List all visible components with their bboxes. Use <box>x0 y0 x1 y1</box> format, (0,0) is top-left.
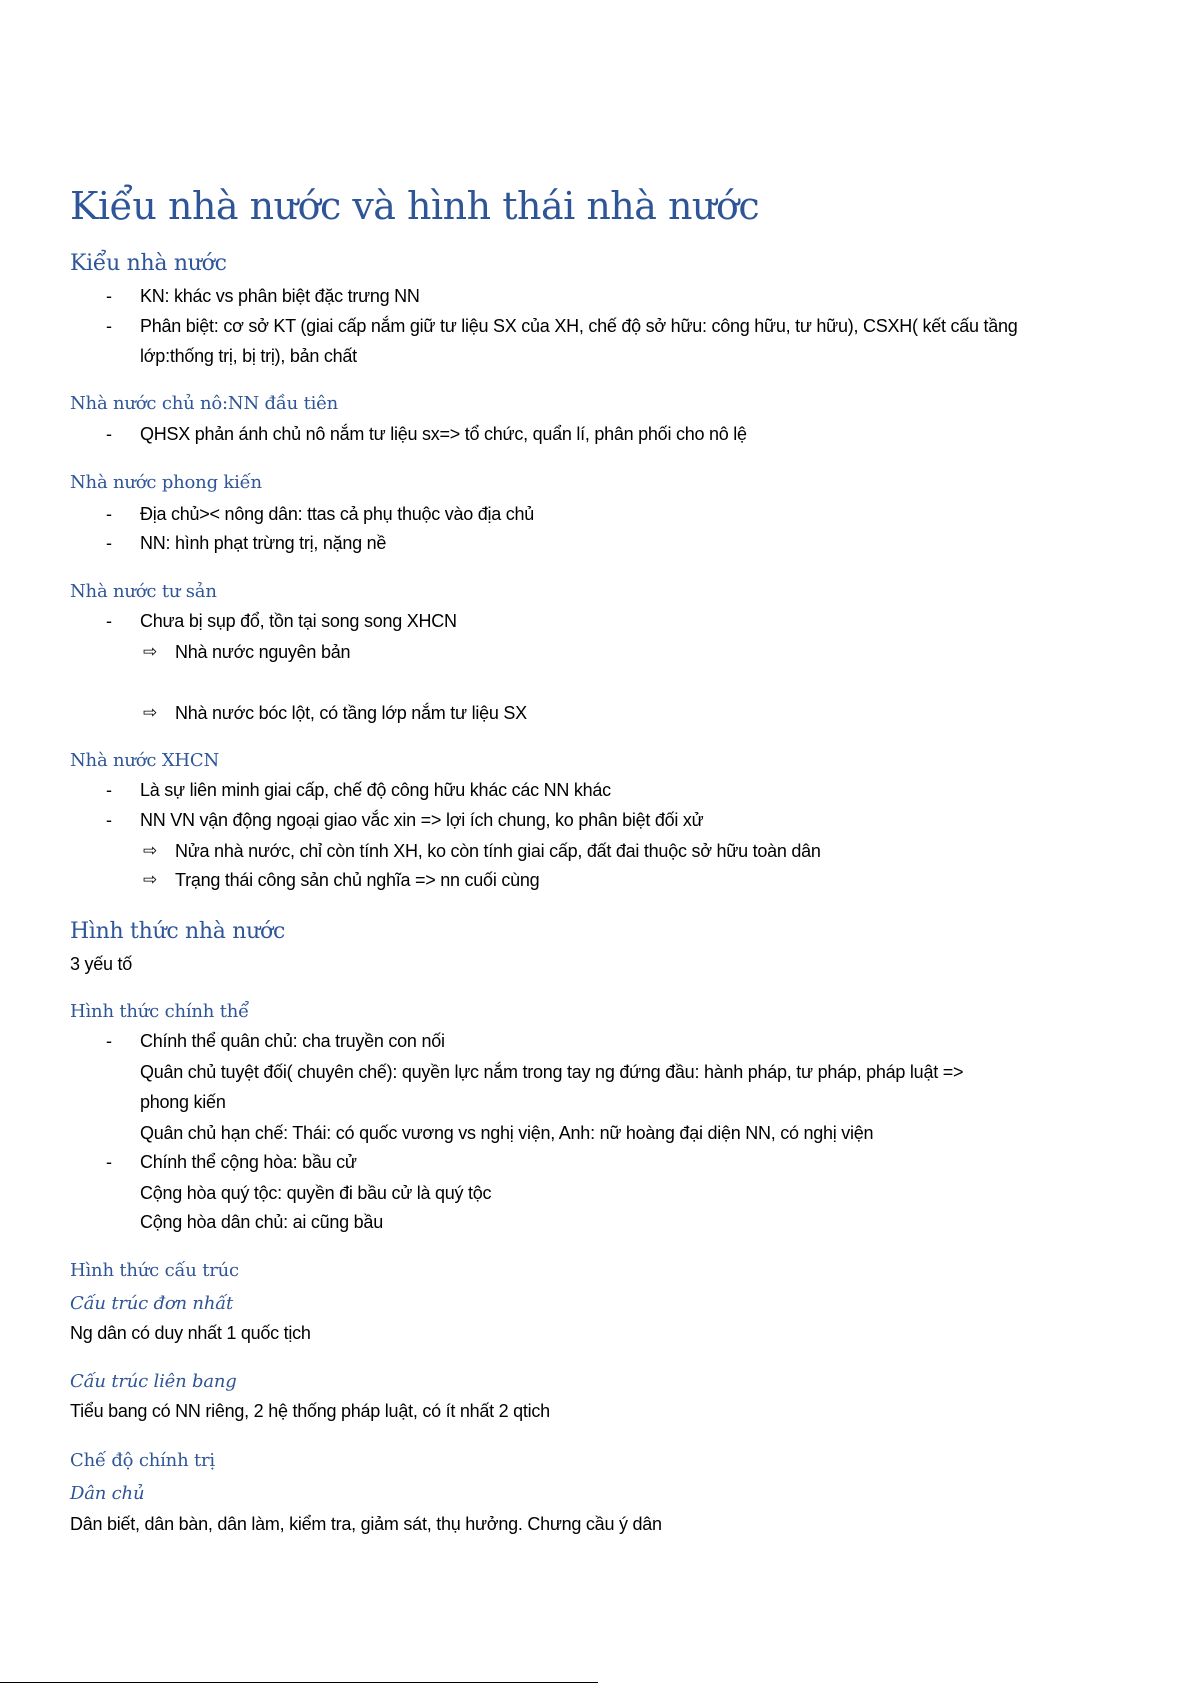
list-item: NN VN vận động ngoại giao vắc xin => lợi ích chung, ko phân biệt đối xử <box>140 810 704 830</box>
arrow-bullet-icon: ⇨ <box>143 642 158 662</box>
arrow-bullet-icon: ⇨ <box>143 841 158 861</box>
bullet-dash: - <box>106 316 112 336</box>
sub-list-item: Nửa nhà nước, chỉ còn tính XH, ko còn tính giai cấp, đất đai thuộc sở hữu toàn dân <box>175 841 821 861</box>
list-item: Chính thể quân chủ: cha truyền con nối <box>140 1031 445 1051</box>
section-heading-hinh-thuc: Hình thức nhà nước <box>70 919 285 944</box>
bullet-dash: - <box>106 780 112 800</box>
list-item-continuation: Quân chủ hạn chế: Thái: có quốc vương vs nghị viện, Anh: nữ hoàng đại diện NN, có nghị viện <box>140 1123 874 1143</box>
subsection-heading-chu-no: Nhà nước chủ nô:NN đầu tiên <box>70 393 339 414</box>
bullet-dash: - <box>106 424 112 444</box>
bullet-dash: - <box>106 504 112 524</box>
list-item: Chưa bị sụp đổ, tồn tại song song XHCN <box>140 611 457 631</box>
subsection-heading-xhcn: Nhà nước XHCN <box>70 750 220 771</box>
subsection-heading-cau-truc: Hình thức cấu trúc <box>70 1260 239 1281</box>
subsection-heading-tu-san: Nhà nước tư sản <box>70 581 217 602</box>
list-item-continuation: lớp:thống trị, bị trị), bản chất <box>140 346 357 366</box>
minor-heading-don-nhat: Cấu trúc đơn nhất <box>70 1293 234 1314</box>
bullet-dash: - <box>106 286 112 306</box>
sub-list-item: Trạng thái công sản chủ nghĩa => nn cuối cùng <box>175 870 540 890</box>
footer-divider <box>0 1682 598 1683</box>
minor-heading-dan-chu: Dân chủ <box>70 1483 145 1504</box>
body-text: Dân biết, dân bàn, dân làm, kiểm tra, giảm sát, thụ hưởng. Chưng cầu ý dân <box>70 1514 662 1534</box>
body-text: Ng dân có duy nhất 1 quốc tịch <box>70 1323 311 1343</box>
list-item-continuation: Cộng hòa dân chủ: ai cũng bầu <box>140 1212 383 1232</box>
list-item-continuation: Quân chủ tuyệt đối( chuyên chế): quyền lực nắm trong tay ng đứng đầu: hành pháp, tư pháp, pháp luật => <box>140 1062 964 1082</box>
section-heading-kieu-nha-nuoc: Kiểu nhà nước <box>70 251 227 276</box>
subsection-heading-chinh-the: Hình thức chính thể <box>70 1001 250 1022</box>
bullet-dash: - <box>106 1031 112 1051</box>
bullet-dash: - <box>106 611 112 631</box>
arrow-bullet-icon: ⇨ <box>143 870 158 890</box>
list-item: Phân biệt: cơ sở KT (giai cấp nắm giữ tư liệu SX của XH, chế độ sở hữu: công hữu, tư hữu), CSXH( kết cấu tầng <box>140 316 1018 336</box>
minor-heading-lien-bang: Cấu trúc liên bang <box>70 1371 237 1392</box>
list-item: Là sự liên minh giai cấp, chế độ công hữu khác các NN khác <box>140 780 611 800</box>
bullet-dash: - <box>106 810 112 830</box>
sub-list-item: Nhà nước bóc lột, có tầng lớp nắm tư liệu SX <box>175 703 527 723</box>
sub-list-item: Nhà nước nguyên bản <box>175 642 351 662</box>
body-text: Tiểu bang có NN riêng, 2 hệ thống pháp luật, có ít nhất 2 qtich <box>70 1401 550 1421</box>
subsection-heading-che-do-chinh-tri: Chế độ chính trị <box>70 1450 215 1471</box>
bullet-dash: - <box>106 1152 112 1172</box>
body-text: 3 yếu tố <box>70 954 133 974</box>
list-item: KN: khác vs phân biệt đặc trưng NN <box>140 286 420 306</box>
arrow-bullet-icon: ⇨ <box>143 703 158 723</box>
list-item-continuation: phong kiến <box>140 1092 226 1112</box>
list-item: NN: hình phạt trừng trị, nặng nề <box>140 533 387 553</box>
list-item-continuation: Cộng hòa quý tộc: quyền đi bầu cử là quý tộc <box>140 1183 492 1203</box>
list-item: QHSX phản ánh chủ nô nắm tư liệu sx=> tổ chức, quẩn lí, phân phối cho nô lệ <box>140 424 747 444</box>
bullet-dash: - <box>106 533 112 553</box>
page-title: Kiểu nhà nước và hình thái nhà nước <box>70 184 760 228</box>
list-item: Địa chủ>< nông dân: ttas cả phụ thuộc vào địa chủ <box>140 504 535 524</box>
list-item: Chính thể cộng hòa: bầu cử <box>140 1152 357 1172</box>
subsection-heading-phong-kien: Nhà nước phong kiến <box>70 472 262 493</box>
